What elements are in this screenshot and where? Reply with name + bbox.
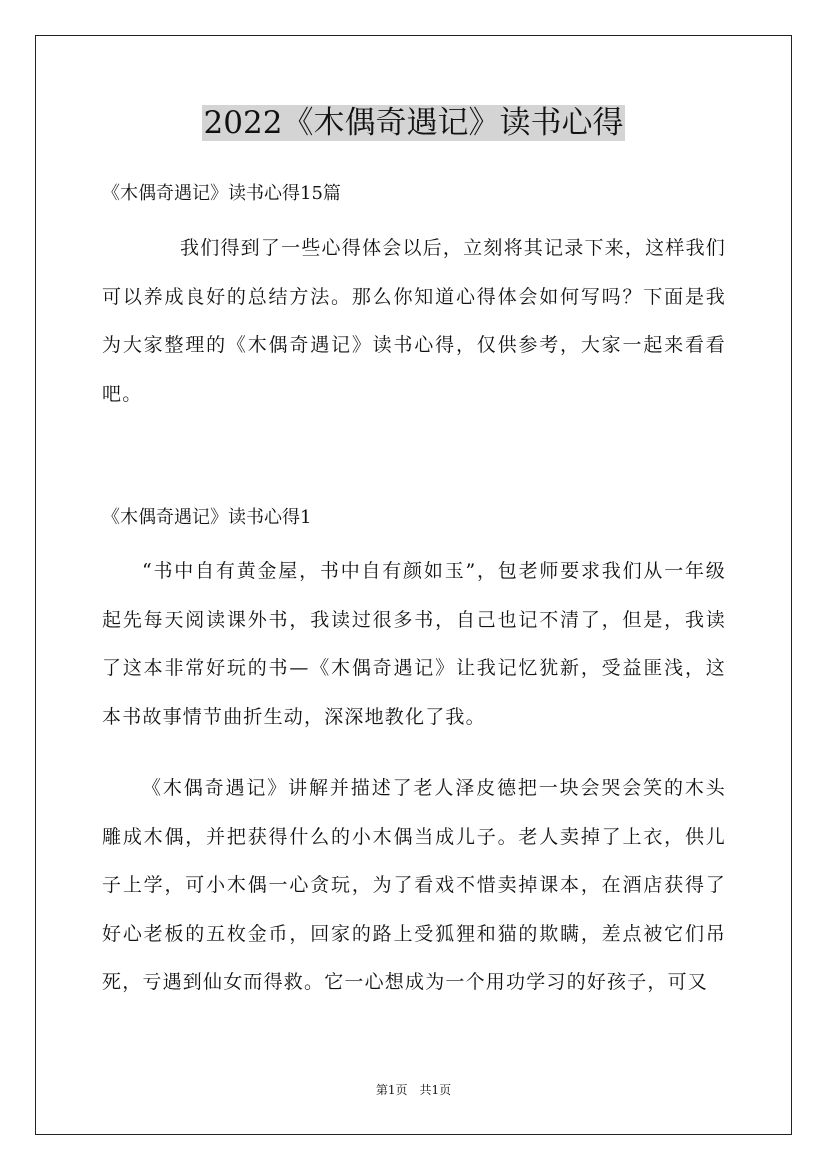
body-paragraph-1: “书中自有黄金屋，书中自有颜如玉”，包老师要求我们从一年级起先每天阅读课外书，我读过很多书，自己也记不清了，但是，我读了这本非常好玩的书—《木偶奇遇记》让我记忆犹新，受益匪浅，这本书故事情节曲折生动，深深地教化了我。	[102, 560, 726, 728]
section-heading: 《木偶奇遇记》读书心得1	[102, 507, 312, 528]
document-title-text: 2022《木偶奇遇记》读书心得	[203, 105, 624, 141]
page-total: 共1页	[419, 1083, 452, 1097]
document-title	[0, 101, 827, 145]
document-subtitle: 《木偶奇遇记》读书心得15篇	[102, 183, 341, 204]
body-paragraph-2: 《木偶奇遇记》讲解并描述了老人泽皮德把一块会哭会笑的木头雕成木偶，并把获得什么的小木偶当成儿子。老人卖掉了上衣，供儿子上学，可小木偶一心贪玩，为了看戏不惜卖掉课本，在酒店获得了好心老板的五枚金币，回家的路上受狐狸和猫的欺瞒，差点被它们吊死，亏遇到仙女而得救。它一心想成为一个用功学习的好孩子，可又	[102, 777, 726, 993]
page-footer	[0, 1081, 827, 1099]
intro-paragraph: 我们得到了一些心得体会以后，立刻将其记录下来，这样我们可以养成良好的总结方法。那么你知道心得体会如何写吗？下面是我为大家整理的《木偶奇遇记》读书心得，仅供参考，大家一起来看看吧。	[102, 237, 726, 405]
page-number: 第1页	[375, 1083, 408, 1097]
